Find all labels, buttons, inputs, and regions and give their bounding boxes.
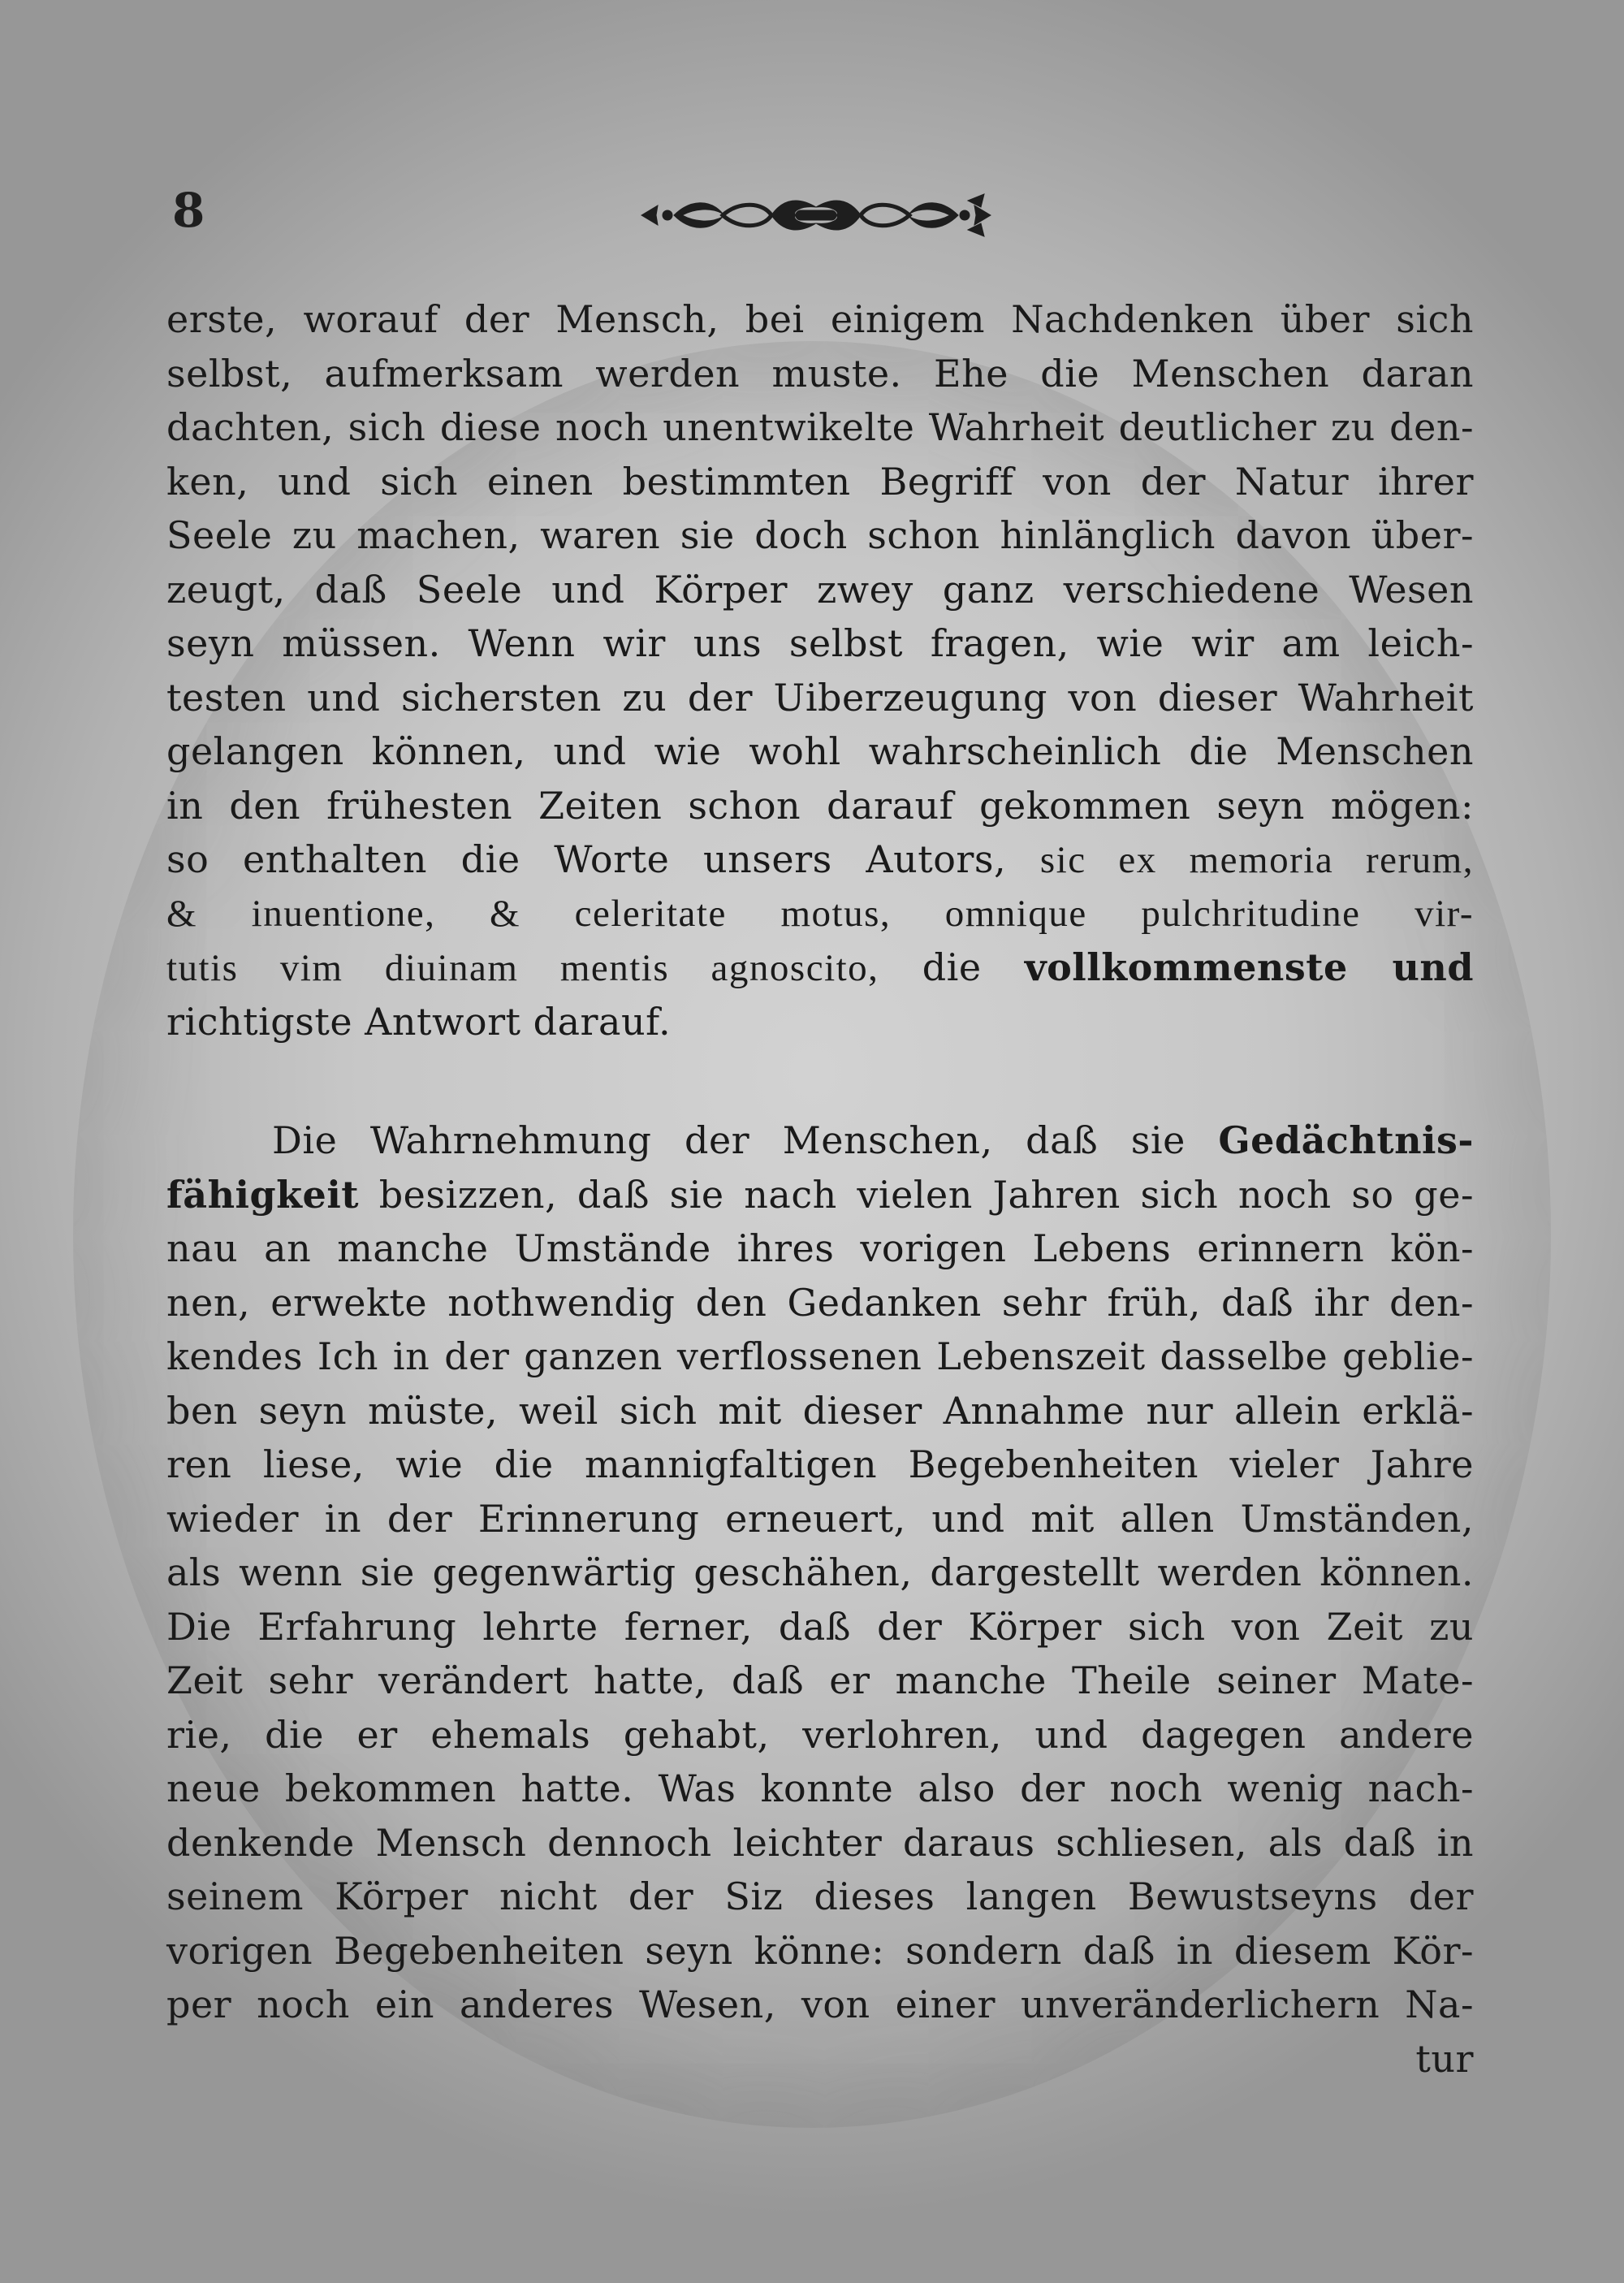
text-line: ren liese, wie die mannigfaltigen Begebenheiten vieler Jahre: [166, 1442, 1474, 1486]
text-line: Seele zu machen, waren sie doch schon hinlänglich davon über-: [166, 513, 1474, 557]
text-line: [166, 832, 1474, 887]
text-line: in den frühesten Zeiten schon darauf gekommen seyn mögen:: [166, 783, 1474, 828]
text-line: testen und sichersten zu der Uiberzeugung von dieser Wahrheit: [166, 675, 1474, 720]
text-line: [166, 1113, 1474, 1168]
paragraph-gap: [166, 1049, 1474, 1113]
text-line: selbst, aufmerksam werden muste. Ehe die Menschen daran: [166, 351, 1474, 396]
fleuron-ornament-icon: [633, 183, 999, 248]
text-line: dachten, sich diese noch unentwikelte Wahrheit deutlicher zu den-: [166, 405, 1474, 449]
german-text: so enthalten die Worte unsers Autors,: [166, 837, 1007, 881]
text-line: richtigste Antwort darauf.: [166, 999, 672, 1044]
text-line: rie, die er ehemals gehabt, verlohren, und dagegen andere: [166, 1712, 1474, 1757]
text-line: ben seyn müste, weil sich mit dieser Annahme nur allein erklä-: [166, 1388, 1474, 1433]
text-line: erste, worauf der Mensch, bei einigem Nachdenken über sich: [166, 297, 1474, 341]
text-line: nau an manche Umstände ihres vorigen Lebens erinnern kön-: [166, 1226, 1474, 1270]
text-line: vorigen Begebenheiten seyn könne: sondern daß in diesem Kör-: [166, 1928, 1474, 1973]
page-number: 8: [172, 183, 205, 238]
catchword: tur: [1415, 2036, 1474, 2081]
latin-quote: tutis vim diuinam mentis agnoscito,: [166, 947, 879, 989]
text-line: als wenn sie gegenwärtig geschähen, dargestellt werden können.: [166, 1550, 1474, 1594]
latin-quote-line: & inuentione, & celeritate motus, omnique pulchritudine vir-: [166, 892, 1474, 935]
body-text: [166, 292, 1474, 2086]
german-text: Die Wahrnehmung der Menschen, daß sie: [272, 1118, 1186, 1162]
german-text: die: [922, 945, 982, 989]
text-line: seyn müssen. Wenn wir uns selbst fragen, wie wir am leich-: [166, 621, 1474, 665]
text-line: kendes Ich in der ganzen verflossenen Lebenszeit dasselbe geblie-: [166, 1334, 1474, 1378]
text-line: denkende Mensch dennoch leichter daraus schliesen, als daß in: [166, 1820, 1474, 1865]
text-line: per noch ein anderes Wesen, von einer unveränderlichern Na-: [166, 1982, 1474, 2026]
text-line: Zeit sehr verändert hatte, daß er manche Theile seiner Mate-: [166, 1658, 1474, 1702]
text-line: Die Erfahrung lehrte ferner, daß der Körper sich von Zeit zu: [166, 1604, 1474, 1649]
text-line: nen, erwekte nothwendig den Gedanken sehr früh, daß ihr den-: [166, 1280, 1474, 1325]
emphasis-text: vollkommenste und: [1024, 945, 1474, 989]
text-line: seinem Körper nicht der Siz dieses langen Bewustseyns der: [166, 1874, 1474, 1918]
emphasis-text: Gedächtnis-: [1218, 1118, 1474, 1162]
german-text: besizzen, daß sie nach vielen Jahren sich noch so ge-: [378, 1172, 1474, 1217]
emphasis-text: fähigkeit: [166, 1172, 360, 1217]
text-line: wieder in der Erinnerung erneuert, und mit allen Umständen,: [166, 1496, 1474, 1541]
text-line: neue bekommen hatte. Was konnte also der noch wenig nach-: [166, 1766, 1474, 1810]
text-line: [166, 1168, 1474, 1222]
text-line: ken, und sich einen bestimmten Begriff von der Natur ihrer: [166, 459, 1474, 504]
text-line: zeugt, daß Seele und Körper zwey ganz verschiedene Wesen: [166, 567, 1474, 612]
text-line: gelangen können, und wie wohl wahrscheinlich die Menschen: [166, 729, 1474, 773]
latin-quote: sic ex memoria rerum,: [1039, 839, 1474, 881]
text-line: [166, 940, 1474, 995]
